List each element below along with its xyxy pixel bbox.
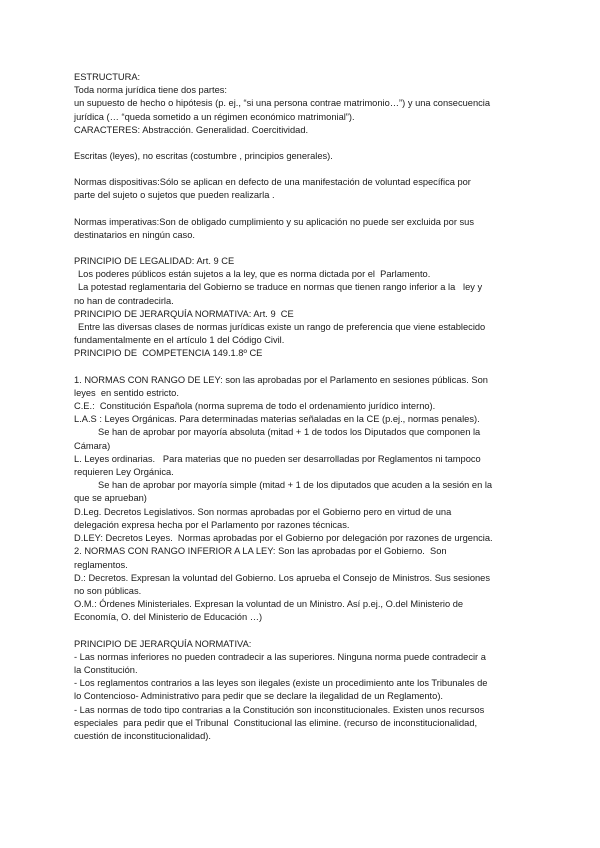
dispositive-paragraph [74,176,534,202]
rank-line: Se han de aprobar por mayoría absoluta (mitad + 1 de todos los Diputados que componen la [98,427,481,438]
hierarchy-section [74,638,534,744]
ranks-section [74,374,534,625]
rank-line: C.E.: Constitución Española (norma suprema de todo el ordenamiento jurídico interno). [74,401,436,412]
rank-line: reglamentos. [74,559,128,570]
hierarchy-line: especiales para pedir que el Tribunal Constitucional las elimine. (recurso de inconstitucionalidad, [74,717,478,728]
rank-line: Economía, O. del Ministerio de Educación …) [74,612,263,623]
rank-line: 1. NORMAS CON RANGO DE LEY: son las aprobadas por el Parlamento en sesiones públicas. Son [74,374,488,385]
hierarchy-line: la Constitución. [74,664,138,675]
hierarchy-line: - Los reglamentos contrarios a las leyes son ilegales (existe un procedimiento ante los Tribunales de [74,678,488,689]
document-page [74,71,534,743]
spacer [74,625,534,638]
imperative-line: destinatarios en ningún caso. [74,229,195,240]
principle-line: La potestad reglamentaria del Gobierno se traduce en normas que tienen rango inferior a la ley y [78,282,483,293]
hierarchy-list [74,651,534,743]
hierarchy-line: - Las normas inferiores no pueden contradecir a las superiores. Ninguna norma puede contradecir a [74,651,486,662]
dispositive-line: Normas dispositivas:Sólo se aplican en defecto de una manifestación de voluntad específica por [74,177,471,188]
written-paragraph: Escritas (leyes), no escritas (costumbre , principios generales). [74,151,333,162]
rank-line: delegación expresa hecha por el Parlamento por razones técnicas. [74,519,350,530]
structure-line: un supuesto de hecho o hipótesis (p. ej., “si una persona contrae matrimonio…”) y una consecuencia [74,98,491,109]
principle-line: Los poderes públicos están sujetos a la ley, que es norma dictada por el Parlamento. [78,269,431,280]
rank-line: que se aprueban) [74,493,147,504]
rank-line: L.A.S : Leyes Orgánicas. Para determinadas materias señaladas en la CE (p.ej., normas penales). [74,414,480,425]
hierarchy-heading: PRINCIPIO DE JERARQUÍA NORMATIVA: [74,638,252,649]
spacer [74,242,534,255]
rank-line: Se han de aprobar por mayoría simple (mitad + 1 de los diputados que acuden a la sesión en la [98,480,493,491]
spacer [74,203,534,216]
principle-line: fundamentalmente en el artículo 1 del Código Civil. [74,335,285,346]
rank-line: L. Leyes ordinarias. Para materias que no pueden ser desarrolladas por Reglamentos ni tampoco [74,453,481,464]
rank-line: D.: Decretos. Expresan la voluntad del Gobierno. Los aprueba el Consejo de Ministros. Sus sesiones [74,572,491,583]
principles-section [74,255,534,361]
imperative-line: Normas imperativas:Son de obligado cumplimiento y su aplicación no puede ser excluida por sus [74,216,474,227]
spacer [74,361,534,374]
rank-line: D.Leg. Decretos Legislativos. Son normas aprobadas por el Gobierno pero en virtud de una [74,506,452,517]
structure-heading: ESTRUCTURA: [74,72,141,82]
rank-line: D.LEY: Decretos Leyes. Normas aprobadas por el Gobierno por delegación por razones de urgencia. [74,533,493,544]
rank-line: O.M.: Órdenes Ministeriales. Expresan la voluntad de un Ministro. Así p.ej., O.del Ministerio de [74,599,464,610]
principle-line: Entre las diversas clases de normas jurídicas existe un rango de preferencia que viene establecido [78,322,486,333]
characters-line: CARACTERES: Abstracción. Generalidad. Coercitividad. [74,124,309,135]
rank-line: requieren Ley Orgánica. [74,467,174,478]
imperative-paragraph [74,216,534,242]
rank-line: no son públicas. [74,585,142,596]
spacer [74,137,534,150]
dispositive-line: parte del sujeto o sujetos que pueden realizarla . [74,190,275,201]
rank-line: 2. NORMAS CON RANGO INFERIOR A LA LEY: Son las aprobadas por el Gobierno. Son [74,546,447,557]
structure-line: jurídica (… “queda sometido a un régimen económico matrimonial”). [74,111,355,122]
hierarchy-line: cuestión de inconstitucionalidad). [74,730,211,741]
principle-line: PRINCIPIO DE JERARQUÍA NORMATIVA: Art. 9 CE [74,308,294,319]
principle-line: PRINCIPIO DE COMPETENCIA 149.1.8º CE [74,348,263,359]
structure-line: Toda norma jurídica tiene dos partes: [74,85,227,96]
hierarchy-line: - Las normas de todo tipo contrarias a la Constitución son inconstitucionales. Existen unos recursos [74,704,485,715]
rank-line: leyes en sentido estricto. [74,387,179,398]
principle-line: no han de contradecirla. [74,295,174,306]
structure-section [74,71,534,137]
spacer [74,163,534,176]
rank-line: Cámara) [74,440,111,451]
principle-line: PRINCIPIO DE LEGALIDAD: Art. 9 CE [74,256,235,267]
hierarchy-line: lo Contencioso- Administrativo para pedir que se declare la ilegalidad de un Reglamento). [74,691,443,702]
